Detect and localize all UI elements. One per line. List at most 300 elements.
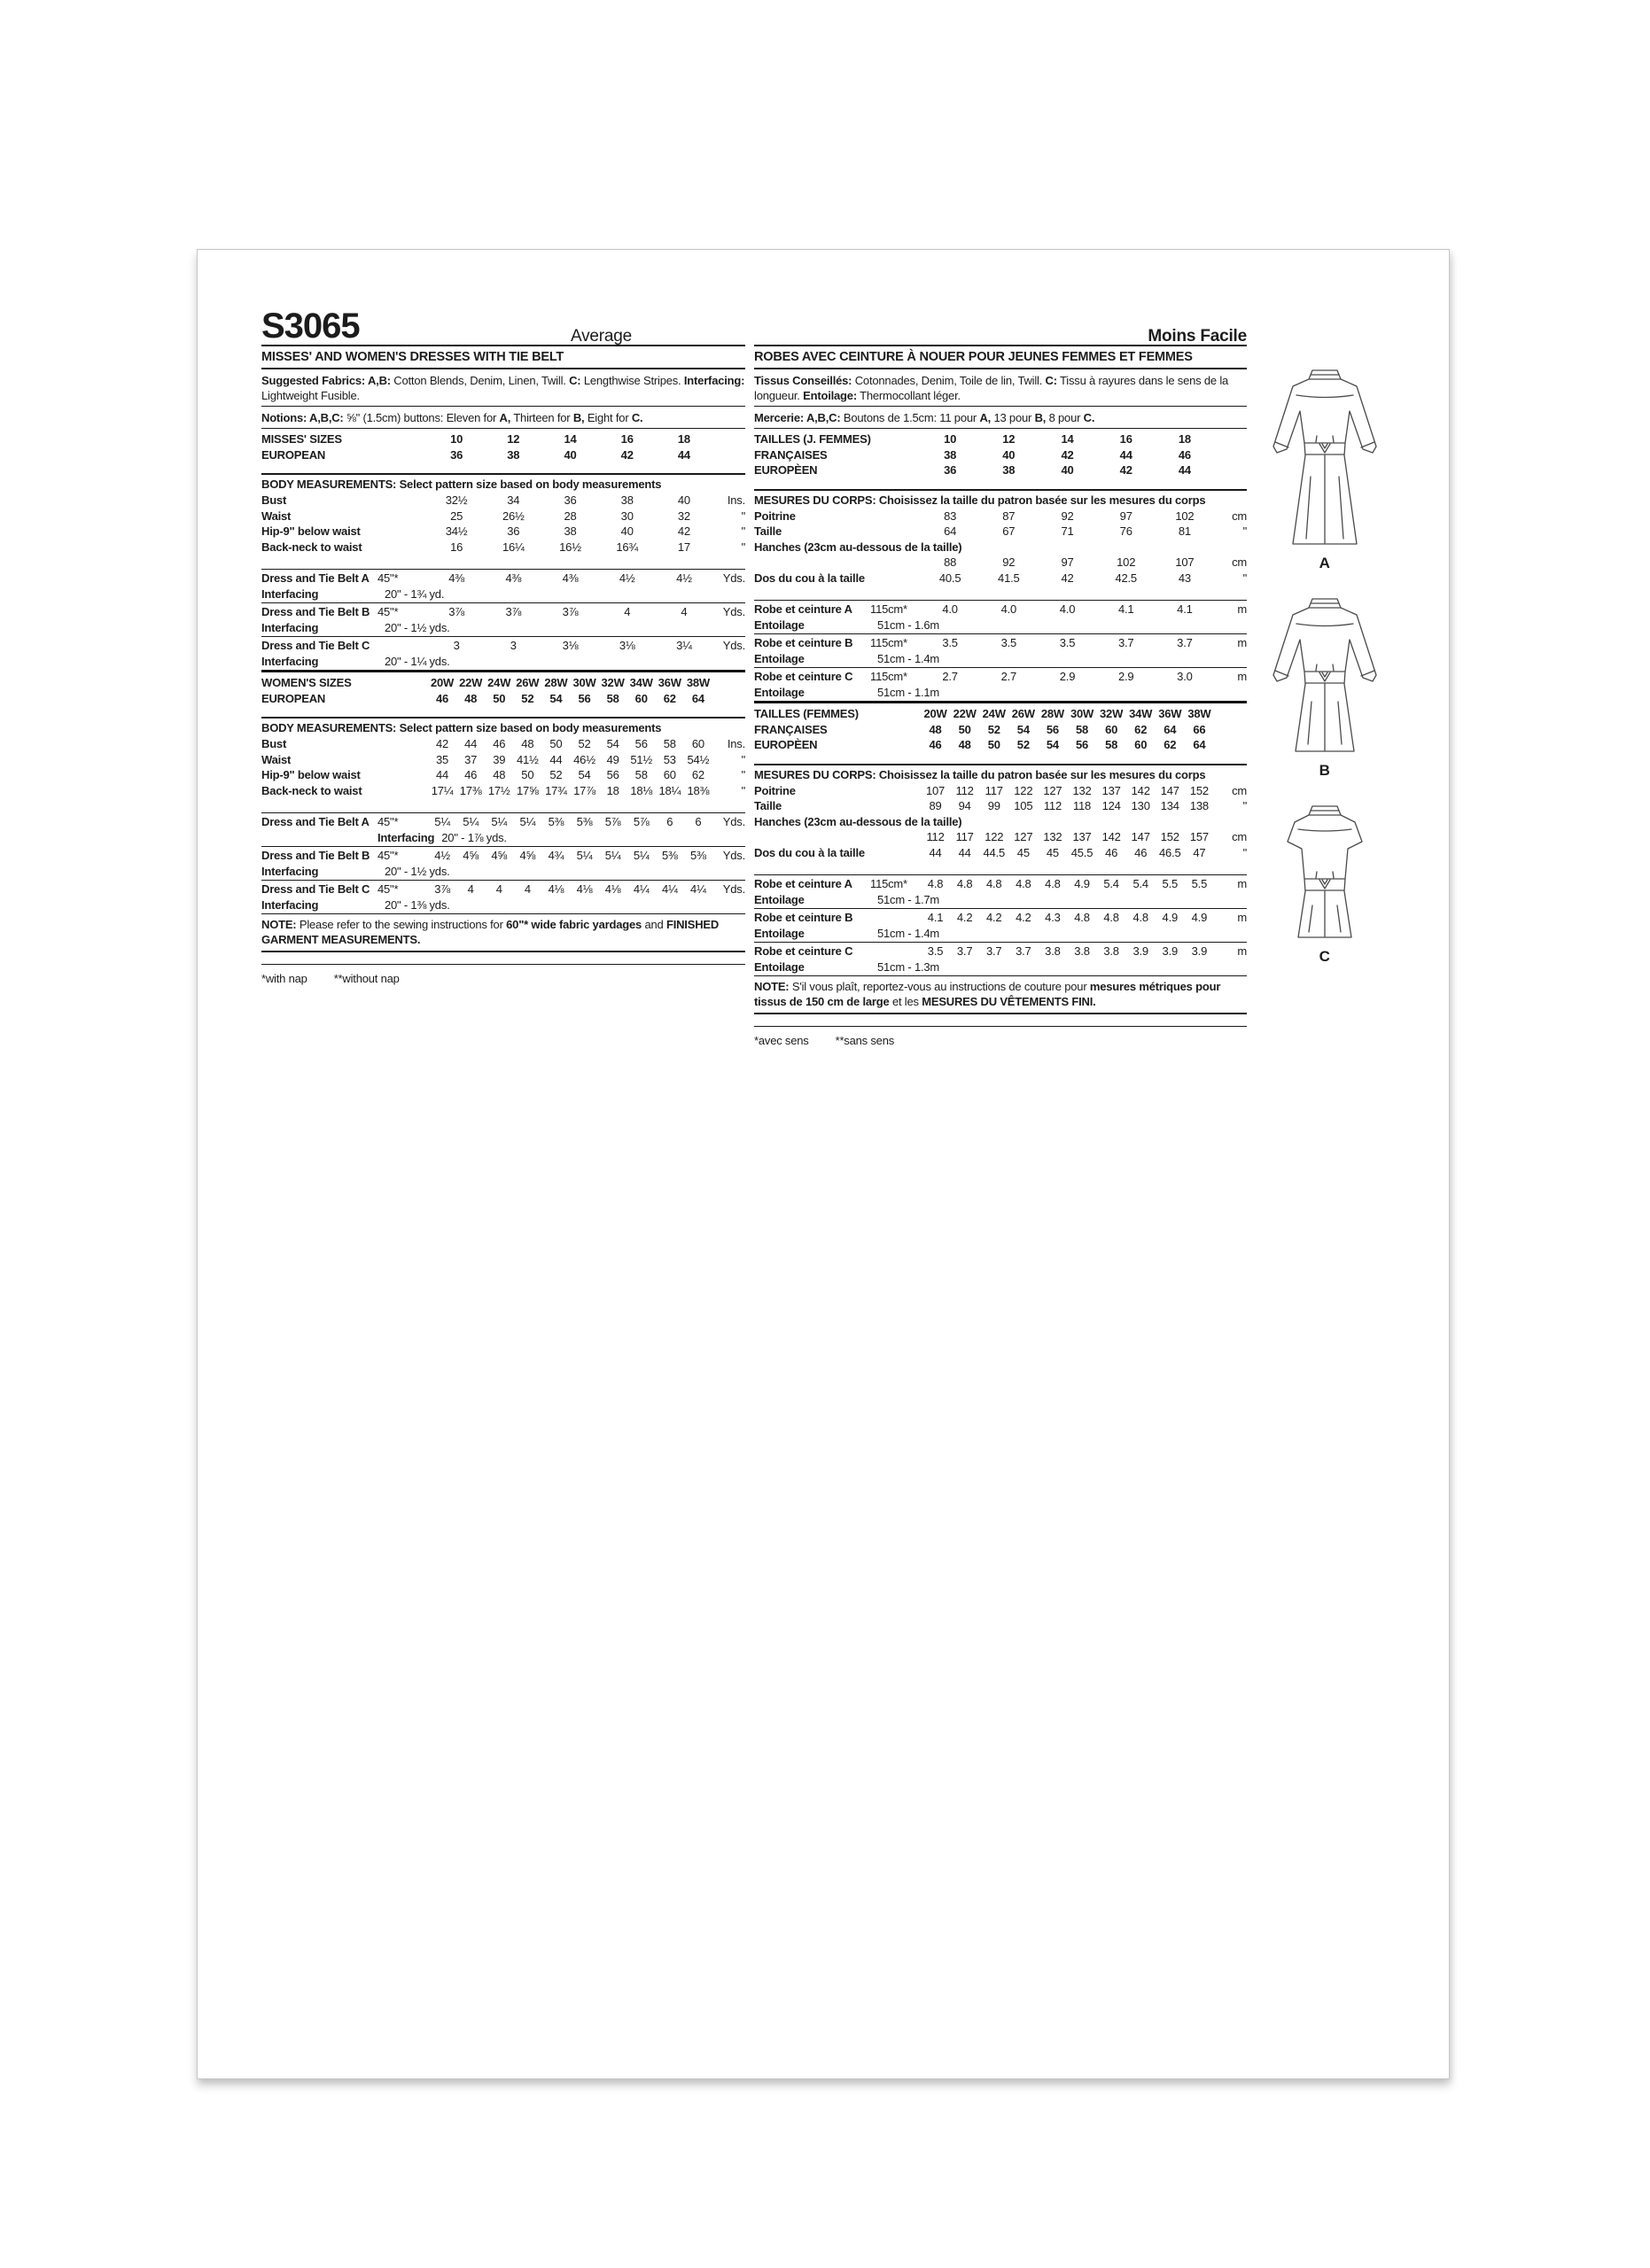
- table-cell: 92: [1002, 555, 1016, 569]
- table-cell: 3⅛: [619, 639, 635, 652]
- row-cells: [921, 845, 1214, 861]
- table-cell: 117: [985, 783, 1003, 797]
- table-row: [261, 783, 745, 799]
- table-cell: 3.7: [985, 944, 1002, 958]
- table-cell: 38: [1002, 463, 1016, 477]
- row-label: Hip-9" below waist: [261, 524, 361, 538]
- table-cell: 3.7: [1177, 636, 1193, 649]
- table-cell: 62: [691, 768, 704, 781]
- womens-sizes-table-french: [754, 701, 1247, 764]
- table-cell: 45.5: [1070, 845, 1094, 859]
- table-cell: 3.5: [1059, 636, 1076, 649]
- table-cell: 51½: [630, 752, 653, 766]
- table-cell: 14: [1061, 432, 1074, 446]
- garment-illustrations: [1257, 363, 1392, 985]
- table-cell: 54: [578, 768, 591, 781]
- interfacing-value: 51cm - 1.1m: [877, 685, 940, 699]
- table-cell: 44: [1119, 447, 1132, 462]
- table-cell: 17⅞: [573, 783, 595, 797]
- table-cell: 4: [495, 882, 502, 896]
- table-cell: 40: [677, 493, 690, 507]
- table-cell: 4.1: [1117, 602, 1134, 616]
- table-cell: 52: [987, 722, 1000, 736]
- body-measurements-header-misses-english: BODY MEASUREMENTS: Select pattern size based on body measurements: [261, 473, 745, 493]
- row-cells: [921, 447, 1214, 463]
- table-cell: 94: [958, 799, 971, 812]
- table-cell: 58: [634, 768, 648, 781]
- table-cell: 18: [677, 432, 690, 446]
- title-english: MISSES' AND WOMEN'S DRESSES WITH TIE BELT: [261, 346, 745, 369]
- fabric-width: 45"*: [377, 882, 399, 896]
- table-cell: 38: [564, 524, 577, 538]
- table-cell: 54½: [687, 752, 710, 766]
- interfacing-row: [261, 586, 745, 602]
- table-cell: 44: [958, 845, 971, 859]
- table-cell: 22W: [953, 707, 977, 720]
- table-row: [261, 493, 745, 509]
- table-cell: 54: [1016, 722, 1030, 736]
- text-run: 8 pour: [1046, 411, 1084, 424]
- table-cell: 56: [634, 737, 648, 750]
- row-cells: [921, 706, 1214, 722]
- table-cell: 46½: [573, 752, 595, 766]
- interfacing-value: 20" - 1½ yds.: [385, 620, 450, 634]
- table-cell: 142: [1101, 830, 1121, 843]
- without-nap-note: **without nap: [333, 972, 400, 985]
- english-column: [261, 301, 745, 1048]
- table-cell: 24W: [487, 676, 511, 689]
- row-unit: ": [741, 509, 745, 523]
- body-measurements-header-womens-english: BODY MEASUREMENTS: Select pattern size based on body measurements: [261, 717, 745, 736]
- row-cells: [921, 669, 1214, 685]
- fabric-width: 45"*: [377, 571, 399, 585]
- table-cell: 17¼: [431, 783, 454, 797]
- table-cell: 3⅞: [434, 882, 450, 896]
- table-cell: 4⅛: [576, 882, 593, 896]
- text-run-bold: mesures métriques pour tissus de 150 cm de large: [754, 980, 1221, 1008]
- text-run-bold: A,: [979, 411, 992, 424]
- yardage-group: [261, 570, 745, 603]
- row-label: [754, 555, 921, 571]
- text-run: Please refer to the sewing instructions for: [296, 918, 507, 931]
- row-label: Bust: [261, 737, 287, 750]
- dress-view-a: [1263, 363, 1387, 572]
- row-unit: ": [741, 768, 745, 781]
- misses-yardage-table-french: [754, 600, 1247, 701]
- interfacing-row: [261, 654, 745, 670]
- text-run: Tissu à rayures dans le sens de la longueur.: [754, 374, 1229, 402]
- table-cell: 3.9: [1162, 944, 1179, 958]
- table-cell: 4.0: [942, 602, 958, 616]
- text-run-bold: NOTE:: [754, 980, 790, 993]
- row-label: Dos du cou à la taille: [754, 845, 865, 859]
- row-label: Entoilage: [754, 926, 805, 940]
- table-cell: 56: [1046, 722, 1059, 736]
- row-unit: m: [1237, 944, 1247, 958]
- row-cells: [921, 737, 1214, 753]
- row-label: TAILLES (FEMMES): [754, 707, 859, 720]
- row-cells: [921, 910, 1214, 926]
- table-cell: 18⅛: [630, 783, 653, 797]
- table-cell: 99: [987, 799, 1000, 812]
- row-label: Interfacing: [261, 864, 319, 878]
- table-cell: 58: [663, 737, 676, 750]
- table-row: [754, 431, 1247, 447]
- row-label: Interfacing: [261, 654, 319, 668]
- text-run-bold: C:: [569, 374, 581, 387]
- row-cells: [428, 691, 712, 707]
- table-cell: 3.7: [956, 944, 973, 958]
- row-cells: [428, 493, 712, 509]
- table-row: [754, 447, 1247, 463]
- row-label: Interfacing: [261, 897, 319, 912]
- fabric-width: 115cm*: [870, 636, 907, 649]
- table-cell: 102: [1117, 555, 1136, 569]
- table-cell: 3.5: [1000, 636, 1017, 649]
- row-cells: [921, 944, 1214, 959]
- table-cell: 17¾: [545, 783, 567, 797]
- text-run-bold: B,: [572, 411, 585, 424]
- table-row: [754, 722, 1247, 738]
- table-cell: 46: [1134, 845, 1148, 859]
- table-cell: 18: [1178, 432, 1191, 446]
- table-cell: 38: [944, 447, 957, 462]
- table-cell: 5.4: [1103, 877, 1119, 890]
- table-cell: 3: [453, 639, 460, 652]
- row-unit: Ins.: [727, 737, 745, 750]
- table-cell: 2.7: [1000, 670, 1017, 683]
- yardage-row: [754, 635, 1247, 651]
- table-cell: 26W: [516, 676, 540, 689]
- table-cell: 4⅜: [505, 571, 522, 585]
- table-cell: 40: [1002, 447, 1016, 462]
- table-cell: 18: [606, 783, 619, 797]
- table-cell: 24W: [982, 707, 1006, 720]
- table-cell: 44.5: [983, 845, 1005, 859]
- pattern-number: S3065: [261, 307, 360, 346]
- table-cell: 10: [944, 432, 957, 446]
- table-cell: 147: [1131, 830, 1150, 843]
- text-run-bold: Notions: A,B,C:: [261, 411, 344, 424]
- yardage-group: [261, 637, 745, 670]
- table-cell: 48: [521, 737, 534, 750]
- row-cells: [921, 431, 1214, 447]
- pattern-envelope-back: [197, 249, 1450, 2079]
- table-cell: 4½: [676, 571, 692, 585]
- table-cell: 83: [944, 509, 957, 523]
- table-row: [261, 752, 745, 768]
- table-cell: 4.9: [1074, 877, 1090, 890]
- text-run: Thirteen for: [510, 411, 573, 424]
- table-cell: 12: [1002, 432, 1016, 446]
- table-cell: 4.2: [1016, 911, 1031, 924]
- table-cell: 17: [677, 540, 690, 554]
- table-cell: 5⅞: [604, 815, 621, 828]
- yardage-group: [754, 875, 1247, 909]
- misses-body-table: [261, 493, 745, 569]
- table-cell: 26½: [502, 509, 525, 523]
- row-label: Dress and Tie Belt A: [261, 571, 370, 585]
- table-cell: 60: [1105, 722, 1118, 736]
- table-cell: 16¾: [616, 540, 639, 554]
- table-cell: 53: [663, 752, 676, 766]
- table-cell: 4.8: [927, 877, 944, 890]
- row-cells: [428, 604, 712, 620]
- table-cell: 5¼: [604, 849, 621, 862]
- table-row: [754, 798, 1247, 814]
- table-cell: 16: [620, 432, 634, 446]
- row-label: TAILLES (J. FEMMES): [754, 432, 871, 446]
- table-cell: 52: [578, 737, 591, 750]
- table-cell: 40: [564, 447, 577, 462]
- table-cell: 5⅜: [690, 849, 706, 862]
- yardage-row: [754, 602, 1247, 617]
- table-cell: 4: [524, 882, 531, 896]
- view-label-c: C: [1319, 948, 1331, 965]
- row-label: FRANÇAISES: [754, 722, 828, 736]
- footnote-french: [754, 1027, 1247, 1048]
- row-unit: [1214, 462, 1247, 478]
- row-label: Taille: [754, 799, 782, 812]
- table-cell: 130: [1131, 799, 1150, 812]
- table-cell: 132: [1072, 783, 1092, 797]
- text-run: ⅝" (1.5cm) buttons: Eleven for: [343, 411, 500, 424]
- table-cell: 28W: [1040, 707, 1064, 720]
- table-cell: 4¼: [690, 882, 706, 896]
- table-cell: 25: [450, 509, 463, 523]
- table-cell: 81: [1178, 524, 1191, 538]
- text-run: et les: [889, 995, 922, 1008]
- row-unit: [712, 675, 745, 691]
- row-cells: [921, 555, 1214, 571]
- row-label: EUROPÈEN: [754, 463, 818, 477]
- row-label: Robe et ceinture A: [754, 877, 852, 890]
- table-cell: 60: [663, 768, 676, 781]
- womens-yardage-table: [261, 812, 745, 913]
- row-unit: [1214, 737, 1247, 753]
- table-cell: 30W: [1070, 707, 1094, 720]
- table-cell: 66: [1193, 722, 1206, 736]
- row-label: Entoilage: [754, 685, 805, 699]
- table-cell: 58: [606, 691, 619, 705]
- womens-body-table: [261, 736, 745, 812]
- table-cell: 32W: [601, 676, 625, 689]
- table-cell: 5¼: [519, 815, 536, 828]
- dress-view-b: [1263, 592, 1387, 780]
- text-run-bold: C.: [631, 411, 643, 424]
- row-label: Taille: [754, 524, 782, 538]
- table-cell: 42: [620, 447, 634, 462]
- table-cell: 17⅝: [516, 783, 539, 797]
- row-unit: Yds.: [722, 815, 745, 828]
- table-cell: 4⅝: [463, 849, 479, 862]
- table-cell: 16: [1119, 432, 1132, 446]
- table-cell: 4.8: [1045, 877, 1061, 890]
- row-unit: cm: [1232, 555, 1247, 569]
- table-cell: 42.5: [1115, 571, 1137, 585]
- table-cell: 52: [1016, 738, 1030, 751]
- text-run: and: [642, 918, 666, 931]
- table-cell: 97: [1119, 509, 1132, 523]
- row-label: Dress and Tie Belt C: [261, 639, 370, 652]
- text-run-bold: 60"* wide fabric yardages: [506, 918, 642, 931]
- table-cell: 50: [493, 691, 506, 705]
- yardage-group: [754, 909, 1247, 943]
- notions-french: [754, 407, 1247, 429]
- table-cell: 36: [564, 493, 577, 507]
- table-cell: 3.7: [1117, 636, 1134, 649]
- french-column: [754, 301, 1247, 1048]
- row-cells: [921, 635, 1214, 651]
- table-cell: 17½: [487, 783, 510, 797]
- table-cell: 5⅜: [661, 849, 678, 862]
- notions-english: [261, 407, 745, 429]
- table-cell: 124: [1101, 799, 1121, 812]
- table-row: [261, 767, 745, 783]
- row-cells: [428, 431, 712, 447]
- table-row: [261, 524, 745, 540]
- table-cell: 3⅛: [562, 639, 579, 652]
- table-cell: 152: [1189, 783, 1209, 797]
- fabric-width: [870, 910, 921, 926]
- table-row: [754, 706, 1247, 722]
- text-run-bold: MESURES DU VÊTEMENTS FINI.: [922, 995, 1096, 1008]
- row-cells: [921, 876, 1214, 892]
- fabric-width: [377, 638, 428, 654]
- womens-yardage-table-french: [754, 874, 1247, 975]
- table-cell: 28: [564, 509, 577, 523]
- row-cells: [428, 638, 712, 654]
- table-cell: 3.9: [1191, 944, 1208, 958]
- yardage-row: [261, 848, 745, 864]
- row-label: Dos du cou à la taille: [754, 571, 865, 585]
- dress-view-c: [1263, 799, 1387, 966]
- text-run-bold: B,: [1034, 411, 1047, 424]
- table-cell: 34½: [445, 524, 468, 538]
- suggested-fabrics-english: [261, 369, 745, 407]
- table-cell: 50: [987, 738, 1000, 751]
- table-cell: 36W: [1158, 707, 1182, 720]
- yardage-group: [261, 847, 745, 881]
- interfacing-row: [754, 892, 1247, 908]
- table-cell: 118: [1072, 799, 1092, 812]
- table-row: [261, 736, 745, 752]
- row-label: Entoilage: [754, 959, 805, 974]
- table-cell: 127: [1014, 830, 1033, 843]
- table-cell: 38W: [1187, 707, 1211, 720]
- table-cell: 54: [549, 691, 563, 705]
- table-cell: 71: [1061, 524, 1074, 538]
- text-run: Thermocollant léger.: [856, 389, 961, 402]
- table-cell: 62: [1164, 738, 1177, 751]
- table-cell: 5¼: [491, 815, 508, 828]
- table-cell: 16: [450, 540, 463, 554]
- table-cell: 4.1: [927, 911, 944, 924]
- row-cells: [428, 882, 712, 897]
- row-cells: [921, 540, 1214, 555]
- table-cell: 14: [564, 432, 577, 446]
- fabric-width: 115cm*: [870, 602, 907, 616]
- table-cell: 157: [1189, 830, 1209, 843]
- table-row: [754, 829, 1247, 845]
- table-cell: 40.5: [938, 571, 961, 585]
- interfacing-value: 20" - 1⅜ yds.: [385, 897, 450, 912]
- table-cell: 4.9: [1191, 911, 1208, 924]
- avec-sens-note: *avec sens: [754, 1034, 809, 1047]
- table-row: [754, 540, 1247, 555]
- table-cell: 4½: [619, 571, 635, 585]
- sans-sens-note: **sans sens: [835, 1034, 895, 1047]
- row-unit: cm: [1232, 509, 1247, 523]
- table-cell: 4.2: [985, 911, 1002, 924]
- table-cell: 5.5: [1191, 877, 1208, 890]
- text-run: Cotonnades, Denim, Toile de lin, Twill.: [852, 374, 1046, 387]
- table-cell: 46: [929, 738, 942, 751]
- table-cell: 4.2: [956, 911, 973, 924]
- table-cell: 4.8: [1132, 911, 1148, 924]
- table-cell: 44: [436, 768, 449, 781]
- text-run-bold: Interfacing:: [683, 374, 745, 387]
- row-unit: [1214, 814, 1247, 830]
- row-unit: m: [1237, 602, 1247, 616]
- table-cell: 48: [493, 768, 506, 781]
- table-row: [754, 737, 1247, 753]
- table-cell: 112: [955, 783, 974, 797]
- row-cells: [428, 752, 712, 768]
- row-cells: [921, 722, 1214, 738]
- table-cell: 22W: [459, 676, 483, 689]
- table-cell: 137: [1072, 830, 1092, 843]
- table-cell: 36W: [658, 676, 681, 689]
- table-cell: 54: [1046, 738, 1059, 751]
- table-cell: 112: [1043, 799, 1062, 812]
- text-run-bold: Tissus Conseillés:: [754, 374, 852, 387]
- table-cell: 3.8: [1045, 944, 1061, 958]
- table-cell: 3.7: [1016, 944, 1031, 958]
- dress-a-back-view-drawing: [1263, 363, 1387, 551]
- table-cell: 44: [677, 447, 690, 462]
- row-unit: [1214, 722, 1247, 738]
- table-cell: 48: [464, 691, 478, 705]
- table-cell: 52: [549, 768, 563, 781]
- table-cell: 36: [507, 524, 520, 538]
- interfacing-row: [261, 897, 745, 913]
- row-label: EUROPEAN: [261, 691, 326, 705]
- table-cell: 36: [944, 463, 957, 477]
- yardage-row: [754, 910, 1247, 926]
- table-cell: 42: [1061, 571, 1074, 585]
- table-cell: 4: [467, 882, 474, 896]
- fabric-width: 115cm*: [870, 877, 907, 890]
- yardage-row: [261, 814, 745, 830]
- table-row: [261, 447, 745, 463]
- table-cell: 5⅜: [576, 815, 593, 828]
- interfacing-row: [754, 926, 1247, 942]
- row-label: Robe et ceinture C: [754, 670, 853, 683]
- row-label: Robe et ceinture A: [754, 602, 852, 616]
- table-cell: 3.0: [1177, 670, 1193, 683]
- row-unit: Yds.: [722, 639, 745, 652]
- table-cell: 4¼: [661, 882, 678, 896]
- row-unit: Yds.: [722, 571, 745, 585]
- table-cell: 16½: [559, 540, 581, 554]
- table-cell: 34W: [1129, 707, 1153, 720]
- table-row: [261, 540, 745, 555]
- table-cell: 4.8: [1103, 911, 1119, 924]
- row-label: MISSES' SIZES: [261, 432, 342, 446]
- table-cell: 38: [620, 493, 634, 507]
- interfacing-row: [261, 830, 745, 846]
